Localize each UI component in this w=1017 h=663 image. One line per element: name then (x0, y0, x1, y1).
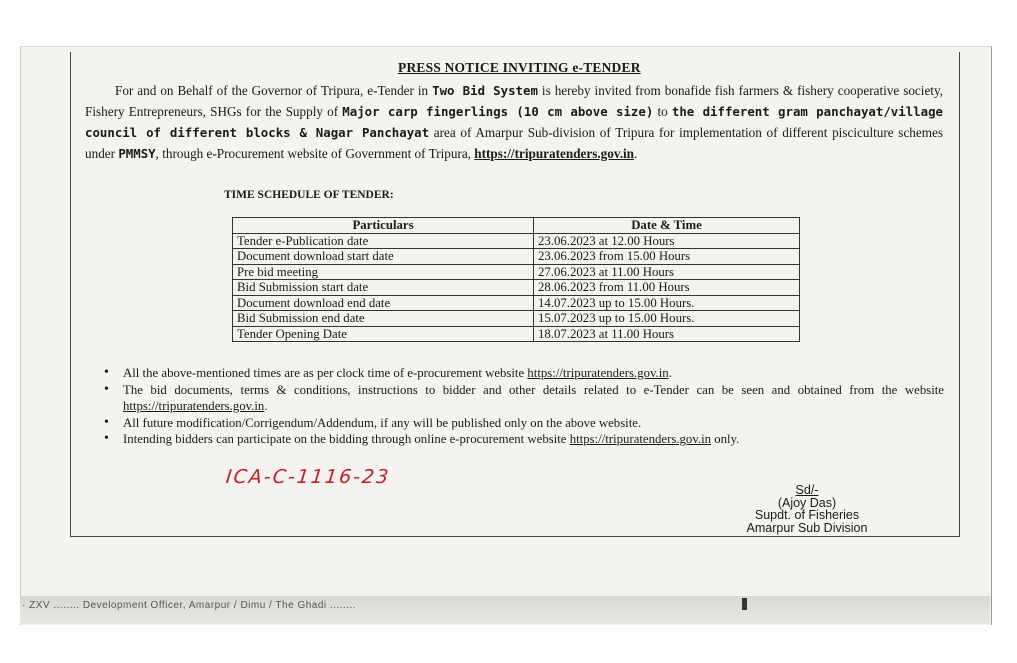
table-cell: Bid Submission start date (233, 280, 534, 296)
table-header-row (233, 218, 800, 234)
table-cell: 28.06.2023 from 11.00 Hours (534, 280, 800, 296)
list-item (104, 382, 944, 415)
note-end: . (264, 399, 268, 413)
table-cell: 27.06.2023 at 11.00 Hours (534, 264, 800, 280)
signatory-office: Amarpur Sub Division (746, 520, 868, 535)
next-page-strip-text: · ZXV ........ Development Officer, Amarpur / Dimu / The Ghadi ........ (22, 600, 357, 611)
note-link[interactable]: https://tripuratenders.gov.in (569, 432, 712, 446)
schedule-table (232, 217, 800, 342)
list-item (104, 431, 944, 448)
signatory-designation: Supdt. of Fisheries (754, 508, 860, 522)
signature-block (722, 484, 892, 534)
handwritten-reference-number: ICA-C-1116-23 (224, 466, 392, 488)
para-text-1: For and on Behalf of the Governor of Tripura, e-Tender in (115, 83, 433, 98)
para-text-3: to (653, 104, 672, 119)
para-text-4: area of Amarpur Sub-division of Tripura for implementation of different pisciculture schemes under (85, 125, 943, 161)
table-row (233, 249, 800, 265)
note-text: Intending bidders can participate on the bidding through online e-procurement website (123, 432, 570, 446)
para-text-5: , through e-Procurement website of Government of Tripura, (155, 146, 475, 161)
para-text-6: . (634, 146, 638, 161)
header-particulars: Particulars (233, 218, 534, 234)
list-item (104, 365, 944, 382)
table-cell: 14.07.2023 up to 15.00 Hours. (534, 295, 800, 311)
table-cell: 18.07.2023 at 11.00 Hours (534, 326, 800, 342)
notes-list (104, 365, 944, 448)
list-item (104, 415, 944, 432)
table-cell: 23.06.2023 at 12.00 Hours (534, 233, 800, 249)
schedule-title: TIME SCHEDULE OF TENDER: (224, 189, 394, 201)
ink-mark (742, 598, 747, 610)
table-cell: 15.07.2023 up to 15.00 Hours. (534, 311, 800, 327)
table-row (233, 280, 800, 296)
note-end: only. (711, 432, 740, 446)
notice-paragraph (85, 80, 943, 164)
note-text: The bid documents, terms & conditions, instructions to bidder and other details related to e-Tender can be seen and obtained from the website (123, 382, 944, 397)
table-cell: Tender Opening Date (233, 326, 534, 342)
notice-title: PRESS NOTICE INVITING e-TENDER (398, 60, 641, 75)
table-cell: Pre bid meeting (233, 264, 534, 280)
table-cell: Bid Submission end date (233, 311, 534, 327)
table-row (233, 311, 800, 327)
para-bold-3: the different gram panchayat/village council of different blocks & Nagar Panchayat (85, 104, 944, 140)
signature-sd: Sd/- (795, 483, 819, 497)
note-link[interactable]: https://tripuratenders.gov.in (527, 366, 669, 380)
table-row (233, 233, 800, 249)
note-end: . (668, 366, 672, 380)
note-text: All the above-mentioned times are as per clock time of e-procurement website (123, 366, 528, 380)
table-cell: Document download start date (233, 249, 534, 265)
table-cell: 23.06.2023 from 15.00 Hours (534, 249, 800, 265)
para-bold-4: PMMSY (118, 146, 156, 161)
note-text: All future modification/Corrigendum/Addendum, if any will be published only on the above website. (123, 415, 642, 430)
note-link[interactable]: https://tripuratenders.gov.in (123, 399, 265, 413)
table-row (233, 264, 800, 280)
table-cell: Tender e-Publication date (233, 233, 534, 249)
para-bold-1: Two Bid System (432, 83, 538, 98)
table-row (233, 326, 800, 342)
header-date-time: Date & Time (534, 218, 800, 234)
signatory-name: (Ajoy Das) (777, 495, 837, 510)
table-row (233, 295, 800, 311)
para-bold-2: Major carp fingerlings (10 cm above size) (342, 104, 654, 119)
para-url-link[interactable]: https://tripuratenders.gov.in (474, 146, 635, 161)
para-text-2: is hereby invited from bonafide fish farmers & fishery cooperative society, Fishery Entrepreneurs, SHGs for the Supply of (85, 83, 943, 119)
table-cell: Document download end date (233, 295, 534, 311)
